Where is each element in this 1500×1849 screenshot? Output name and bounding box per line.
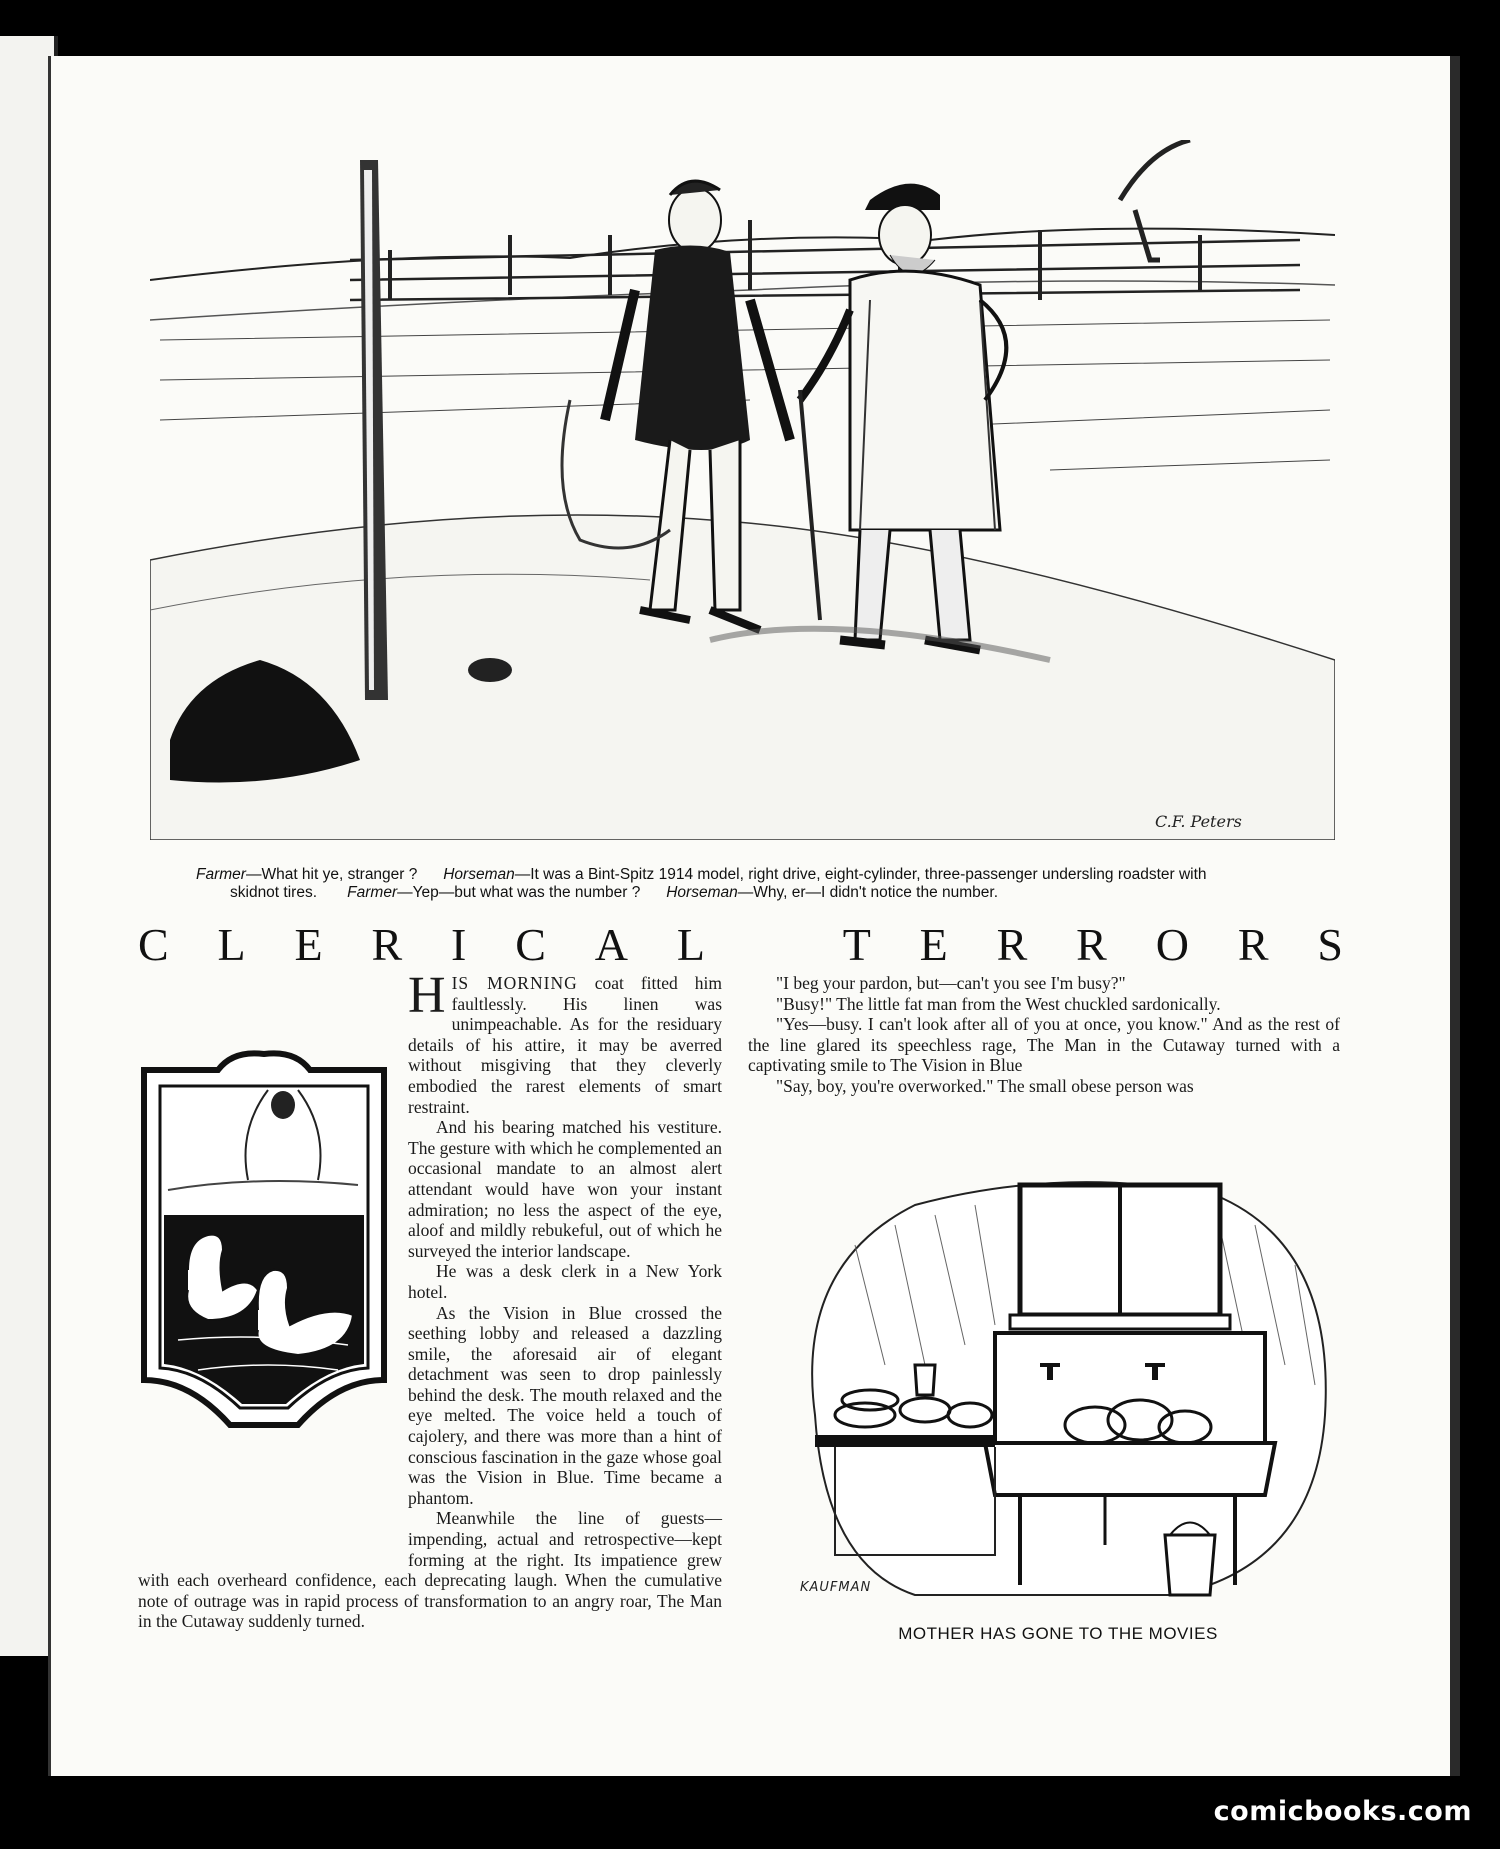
drop-cap: H xyxy=(408,967,446,1024)
page-binding-edge xyxy=(1450,56,1460,1776)
article-column-left xyxy=(138,967,722,1632)
caption-text: —Yep—but what was the number ? xyxy=(397,884,641,901)
article-paragraph: He was a desk clerk in a New York hotel. xyxy=(408,1261,722,1302)
title-letter: T xyxy=(842,919,871,970)
caption-text: —What hit ye, stranger ? xyxy=(245,866,418,883)
article-paragraph: And his bearing matched his vestiture. The gesture with which he complemented an occasional mandate to an almost alert attendant would have won your instant admiration; no less the aspect of the eye, aloof and mildly rebukeful, out of which he surveyed the interior landscape. xyxy=(408,1117,722,1261)
title-letter: L xyxy=(217,919,246,970)
caption-text: —Why, er—I didn't notice the number. xyxy=(737,884,998,901)
article-paragraph: Meanwhile the line of guests—impending, actual and retrospective—kept forming at the right. Its impatience grew with each overheard confidence, each deprecating laugh. When the cumulative note of outrage was in rapid process of transformation to an angry roar, The Man in the Cutaway suddenly turned. xyxy=(138,1508,722,1632)
top-illustration-caption xyxy=(170,866,1310,902)
title-letter: R xyxy=(371,919,403,970)
caption-speaker: Horseman xyxy=(443,866,515,883)
bottom-illustration-caption: MOTHER HAS GONE TO THE MOVIES xyxy=(898,1624,1218,1643)
site-watermark: comicbooks.com xyxy=(1213,1796,1472,1827)
caption-speaker: Farmer xyxy=(196,866,246,883)
farmer-horseman-illustration xyxy=(150,140,1335,840)
title-letter: L xyxy=(676,919,705,970)
title-letter: C xyxy=(138,919,169,970)
article-paragraph: "I beg your pardon, but—can't you see I'm busy?" xyxy=(776,973,1126,993)
top-illustration-signature: C.F. Peters xyxy=(1155,812,1242,831)
bottom-illustration-signature: KAUFMAN xyxy=(800,1580,872,1595)
caption-text: skidnot tires. xyxy=(230,884,318,901)
title-letter: R xyxy=(1076,919,1107,970)
title-letter: E xyxy=(294,919,323,970)
title-letter: R xyxy=(996,919,1028,970)
title-letter: O xyxy=(1155,919,1189,970)
article-column-right xyxy=(748,973,1340,1097)
article-paragraph: "Yes—busy. I can't look after all of you at once, you know." And as the rest of the line glared its speechless rage, The Man in the Cutaway turned with a captivating smile to The Vision in Blue xyxy=(748,1014,1340,1076)
title-letter: E xyxy=(919,919,948,970)
title-letter: A xyxy=(594,919,628,970)
title-letter: R xyxy=(1237,919,1269,970)
caption-speaker: Horseman xyxy=(666,884,738,901)
article-title xyxy=(138,918,1343,971)
title-letter: C xyxy=(515,919,546,970)
title-letter: I xyxy=(451,919,467,970)
caption-text: —It was a Bint-Spitz 1914 model, right drive, eight-cylinder, three-passenger undersling roadster with xyxy=(514,866,1207,883)
vignette-text-wrap xyxy=(138,973,408,1558)
article-paragraph: As the Vision in Blue crossed the seething lobby and released a dazzling smile, the aforesaid air of elegant detachment was seen to drop painlessly behind the desk. The mouth relaxed and the eye melted. The voice held a touch of cajolery, and there was more than a hint of conscious fascination in the gaze whose goal was the Vision in Blue. Time became a phantom. xyxy=(408,1302,722,1508)
article-paragraph: "Say, boy, you're overworked." The small obese person was xyxy=(776,1075,1194,1096)
lead-in-caps: IS MORNING xyxy=(451,973,578,993)
kitchen-sink-illustration xyxy=(795,1165,1340,1610)
article-paragraph: "Busy!" The little fat man from the West chuckled sardonically. xyxy=(776,993,1221,1014)
title-letter: S xyxy=(1317,919,1343,970)
paragraph-text: coat fitted him faultlessly. His linen was unimpeachable. As for the residuary details of his attire, it may be averred without misgiving that they cleverly embodied the rarest elements of smart restraint. xyxy=(408,973,722,1117)
caption-speaker: Farmer xyxy=(347,884,398,901)
